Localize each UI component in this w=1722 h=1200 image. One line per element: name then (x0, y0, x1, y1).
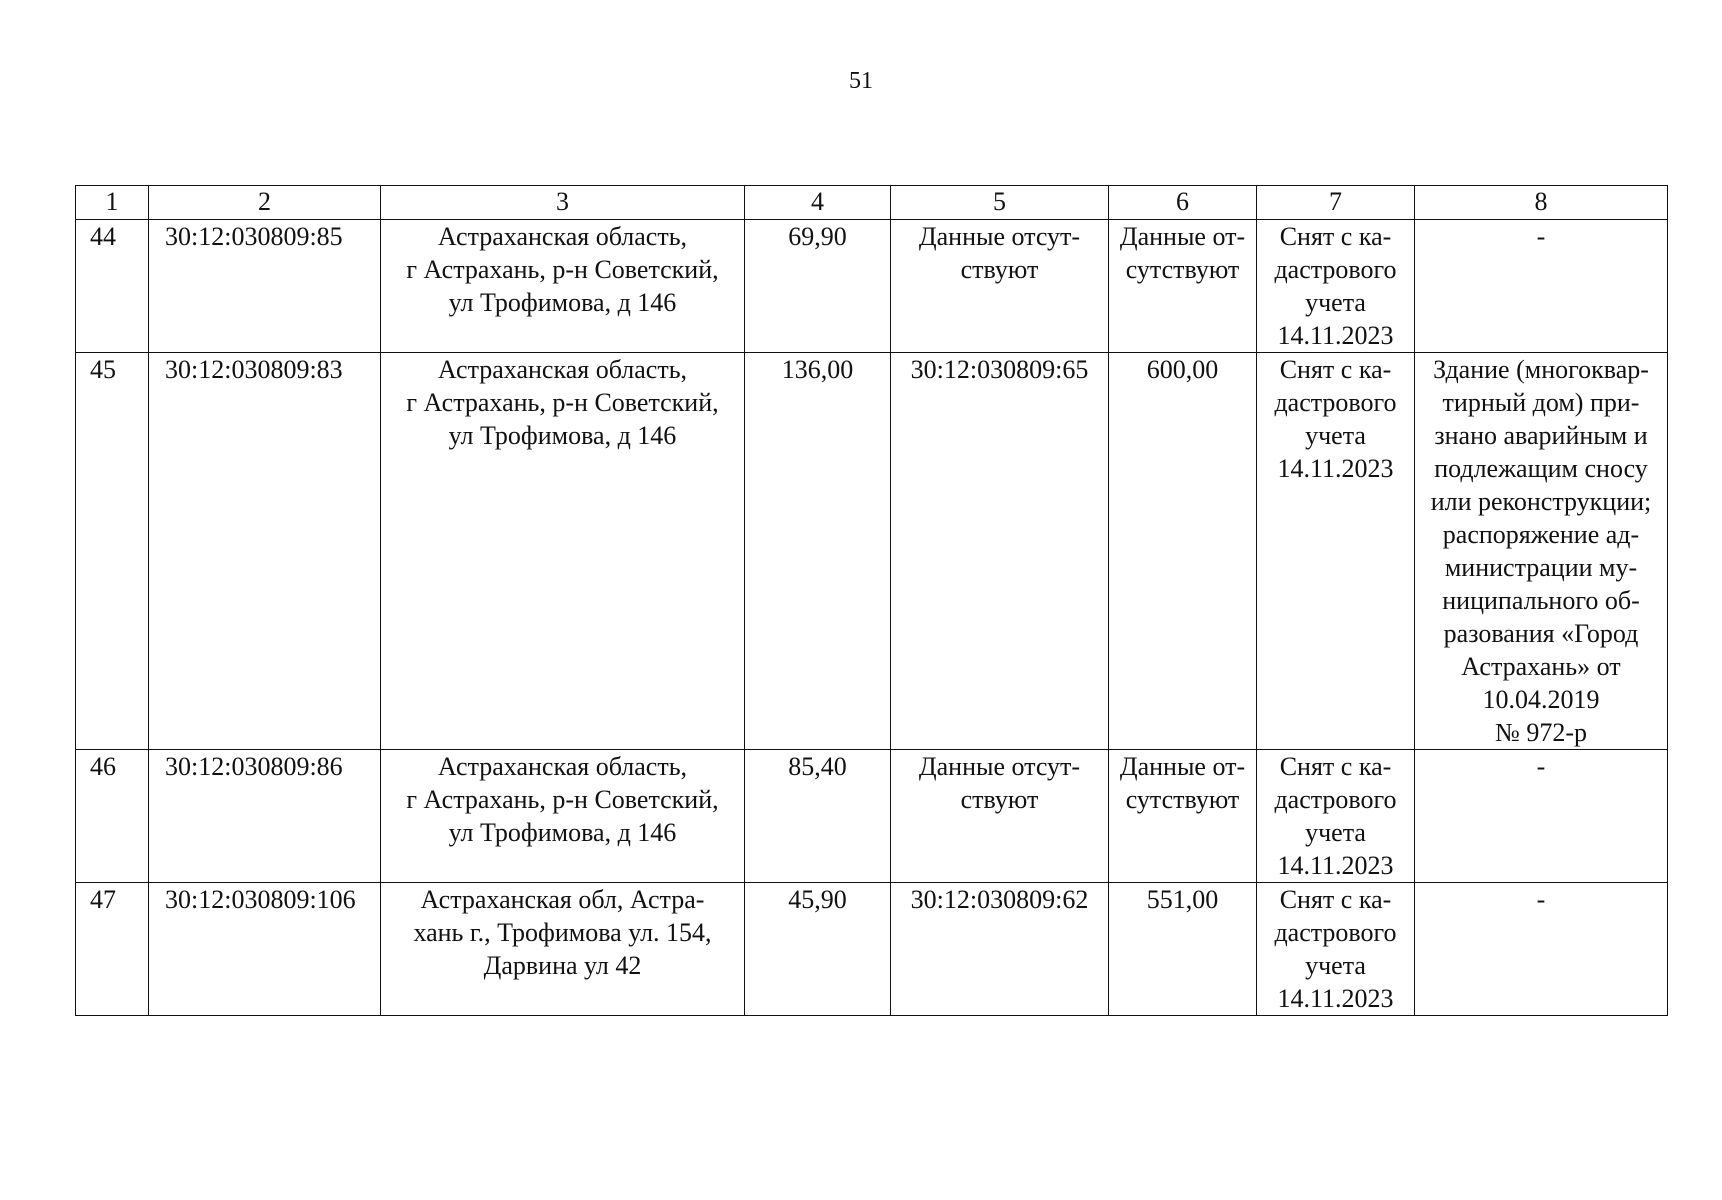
status: Снят с ка- дастрового учета 14.11.2023 (1257, 750, 1415, 883)
table-row (76, 883, 1668, 1016)
land-area: 600,00 (1109, 353, 1257, 750)
land-cadastral-number: Данные отсут- ствуют (891, 220, 1109, 353)
row-number: 46 (76, 750, 149, 883)
address: Астраханская область, г Астрахань, р-н Советский, ул Трофимова, д 146 (381, 353, 745, 750)
area: 45,90 (745, 883, 891, 1016)
note: Здание (многоквар- тирный дом) при- знано аварийным и подлежащим сносу или реконструкции; распоряжение ад- министрации му- ниципального об- разования «Город Астрахань» от 10.04.2019 № 972-р (1415, 353, 1668, 750)
cadastral-number: 30:12:030809:106 (149, 883, 381, 1016)
table-row (76, 220, 1668, 353)
header-cell-4: 4 (745, 186, 891, 220)
status: Снят с ка- дастрового учета 14.11.2023 (1257, 883, 1415, 1016)
row-number: 47 (76, 883, 149, 1016)
header-cell-6: 6 (1109, 186, 1257, 220)
address: Астраханская обл, Астра- хань г., Трофимова ул. 154, Дарвина ул 42 (381, 883, 745, 1016)
row-number: 45 (76, 353, 149, 750)
address: Астраханская область, г Астрахань, р-н Советский, ул Трофимова, д 146 (381, 220, 745, 353)
table-row (76, 353, 1668, 750)
status: Снят с ка- дастрового учета 14.11.2023 (1257, 353, 1415, 750)
header-cell-3: 3 (381, 186, 745, 220)
address: Астраханская область, г Астрахань, р-н Советский, ул Трофимова, д 146 (381, 750, 745, 883)
page-number: 51 (849, 68, 873, 94)
status: Снят с ка- дастрового учета 14.11.2023 (1257, 220, 1415, 353)
note: - (1415, 750, 1668, 883)
land-area: Данные от- сутствуют (1109, 220, 1257, 353)
header-cell-1: 1 (76, 186, 149, 220)
cadastral-number: 30:12:030809:86 (149, 750, 381, 883)
land-area: 551,00 (1109, 883, 1257, 1016)
land-cadastral-number: 30:12:030809:62 (891, 883, 1109, 1016)
header-cell-8: 8 (1415, 186, 1668, 220)
area: 69,90 (745, 220, 891, 353)
area: 85,40 (745, 750, 891, 883)
cadastral-number: 30:12:030809:85 (149, 220, 381, 353)
note: - (1415, 883, 1668, 1016)
header-row (76, 186, 1668, 220)
header-cell-7: 7 (1257, 186, 1415, 220)
land-cadastral-number: 30:12:030809:65 (891, 353, 1109, 750)
land-area: Данные от- сутствуют (1109, 750, 1257, 883)
area: 136,00 (745, 353, 891, 750)
header-cell-5: 5 (891, 186, 1109, 220)
note: - (1415, 220, 1668, 353)
land-cadastral-number: Данные отсут- ствуют (891, 750, 1109, 883)
row-number: 44 (76, 220, 149, 353)
cadastral-number: 30:12:030809:83 (149, 353, 381, 750)
header-cell-2: 2 (149, 186, 381, 220)
table-row (76, 750, 1668, 883)
objects-table (75, 185, 1668, 1016)
